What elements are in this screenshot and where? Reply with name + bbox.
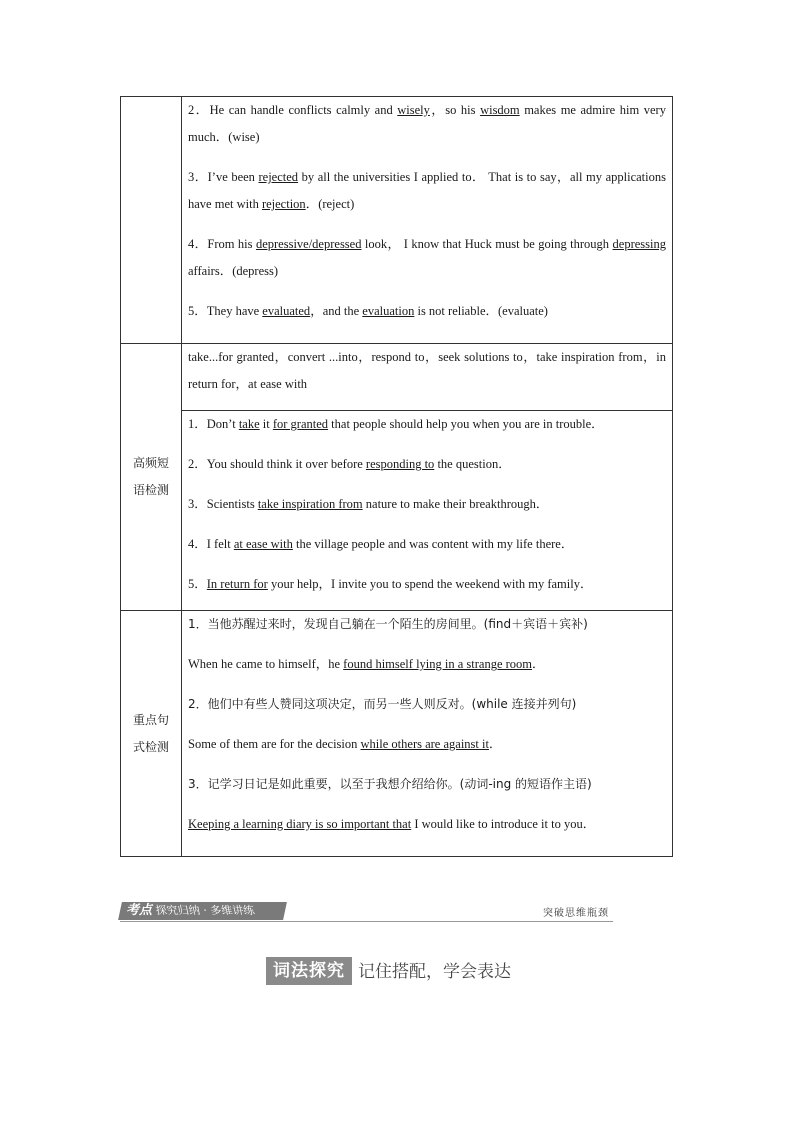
phrases-label-cell <box>121 344 182 611</box>
sentence-2-en: Some of them are for the decision while others are against it． <box>188 737 502 751</box>
phrase-item-5: 5．In return for your help，I invite you to spend the weekend with my family． <box>188 577 593 591</box>
phrases-label-line2: 语检测 <box>132 483 169 497</box>
vocab-item-2: 2．He can handle conflicts calmly and wisely，so his wisdom makes me admire him very much．(wise) <box>188 103 666 144</box>
phrases-list: take...for granted，convert ...into，respond to，seek solutions to，take inspiration from，in return for，at ease with <box>188 350 666 391</box>
sentences-label-cell <box>121 611 182 857</box>
vocab-label-cell <box>121 97 182 344</box>
banner-text: 记住搭配，学会表达 <box>358 962 511 982</box>
sentences-items-cell <box>182 611 673 857</box>
sentence-1-zh: 1．当他苏醒过来时，发现自己躺在一个陌生的房间里。(find＋宾语＋宾补) <box>188 617 588 631</box>
sentence-1-en: When he came to himself，he found himself lying in a strange room． <box>188 657 545 671</box>
phrase-item-3: 3．Scientists take inspiration from nature to make their breakthrough． <box>188 497 549 511</box>
sentences-label-line2: 式检测 <box>132 739 169 754</box>
vocab-item-5: 5．They have evaluated，and the evaluation is not reliable．(evaluate) <box>188 304 548 318</box>
phrases-list-cell <box>182 344 673 411</box>
phrase-item-1: 1．Don’t take it for granted that people should help you when you are in trouble． <box>188 417 604 431</box>
vocab-items-cell <box>182 97 673 344</box>
vocab-item-4: 4．From his depressive/depressed look， I know that Huck must be going through depressing affairs．(depress) <box>188 237 666 278</box>
phrase-item-4: 4．I felt at ease with the village people and was content with my life there． <box>188 537 574 551</box>
sentence-2-zh: 2．他们中有些人赞同这项决定，而另一些人则反对。(while 连接并列句) <box>188 697 577 711</box>
vocab-item-3: 3．I’ve been rejected by all the universities I applied to． That is to say，all my applications have met with rejection．(reject) <box>188 170 666 211</box>
sentence-3-en: Keeping a learning diary is so important that I would like to introduce it to you． <box>188 817 596 831</box>
sentences-label-line1: 重点句 <box>132 712 169 727</box>
section-right-caption: 突破思维瓶颈 <box>543 908 609 919</box>
phrases-label-line1: 高频短 <box>132 456 169 470</box>
phrase-item-2: 2．You should think it over before responding to the question． <box>188 457 511 471</box>
banner-box: 词法探究 <box>266 957 352 985</box>
section-tag: 考点 探究归纳 · 多维讲练 <box>118 902 287 920</box>
sentence-3-zh: 3．记学习日记是如此重要，以至于我想介绍给你。(动词-ing 的短语作主语) <box>188 777 592 791</box>
section-divider <box>120 921 613 922</box>
phrases-items-cell <box>182 411 673 611</box>
vocab-banner <box>266 957 511 985</box>
exercise-table <box>120 96 673 857</box>
section-header-bar <box>120 900 613 922</box>
